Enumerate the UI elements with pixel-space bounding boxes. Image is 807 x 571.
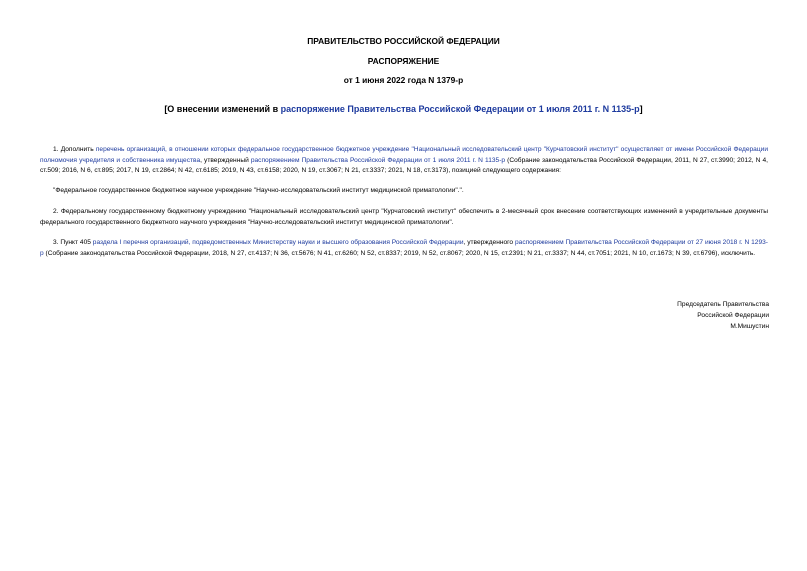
paragraph-3 xyxy=(40,238,768,259)
issuer-title: ПРАВИТЕЛЬСТВО РОССИЙСКОЙ ФЕДЕРАЦИИ xyxy=(307,36,500,46)
p1-text-end: (Собрание законодательства Российской Федерации, 2011, N 27, ст.3990; 2012, N 4, ст.509; 2016, N 6, ст.895; 2017, N 19, ст.2864; N 42, ст.6185; 2019, N 43, ст.6158; 2020, N 19, ст.3067; N 21, ст.3337; 2021, N 18, ст.3173), позицией следующего содержания: xyxy=(40,156,768,175)
subject-amended-order-link[interactable]: распоряжение Правительства Российской Федерации от 1 июля 2011 г. N 1135-р xyxy=(280,104,640,114)
p1-text-start: 1. Дополнить xyxy=(53,146,96,153)
paragraph-2: 2. Федеральному государственному бюджетному учреждению "Национальный исследовательский центр "Курчатовский институт" обеспечить в 2-месячный срок внесение соответствующих изменений в учредительные документы федерального государственного бюджетного научного учреждения "Научно-исследовательский институт медицинской приматологии". xyxy=(40,208,768,226)
signature-name: М.Мишустин xyxy=(730,323,769,330)
p4-section-link[interactable]: раздела I перечня организаций, подведомственных Министерству науки и высшего образования Российской Федерации xyxy=(92,239,464,246)
p4-text-middle: , утвержденного xyxy=(463,239,515,246)
p1-text-middle: , утвержденный xyxy=(200,156,251,164)
subject-open: [О внесении изменений в xyxy=(164,104,281,114)
signature-block xyxy=(677,299,769,332)
document-type: РАСПОРЯЖЕНИЕ xyxy=(367,56,440,66)
p1-organizations-list-link[interactable]: перечень организаций, в отношении которых федеральное государственное бюджетное учреждение "Национальный исследовательский центр "Курчатовский институт" осуществляет от имени Российской Федерации полномочия учредителя и собственника имущества xyxy=(40,146,768,164)
p4-text-end: (Собрание законодательства Российской Федерации, 2018, N 27, ст.4137; N 36, ст.5676; N 41, ст.6260; N 52, ст.8337; 2019, N 52, ст.8067; 2020, N 15, ст.2391; N 21, ст.3337; N 44, ст.7051; 2021, N 10, ст.1673; N 39, ст.6796), исключить. xyxy=(43,249,756,257)
paragraph-1 xyxy=(40,145,768,177)
signature-government: Российской Федерации xyxy=(697,312,769,319)
document-date-number: от 1 июня 2022 года N 1379-р xyxy=(343,75,464,85)
p4-order-1293-link[interactable]: распоряжением Правительства Российской Федерации от 27 июня 2018 г. N 1293-р xyxy=(40,239,768,257)
signature-position: Председатель Правительства xyxy=(677,301,769,308)
paragraph-new-position: "Федеральное государственное бюджетное научное учреждение "Научно-исследовательский институт медицинской приматологии".". xyxy=(53,187,464,194)
document-subject xyxy=(0,104,807,115)
subject-close: ] xyxy=(639,104,643,114)
p1-order-1135-link[interactable]: распоряжением Правительства Российской Федерации от 1 июля 2011 г. N 1135-р xyxy=(250,156,506,164)
p4-text-start: 3. Пункт 405 xyxy=(53,239,93,246)
